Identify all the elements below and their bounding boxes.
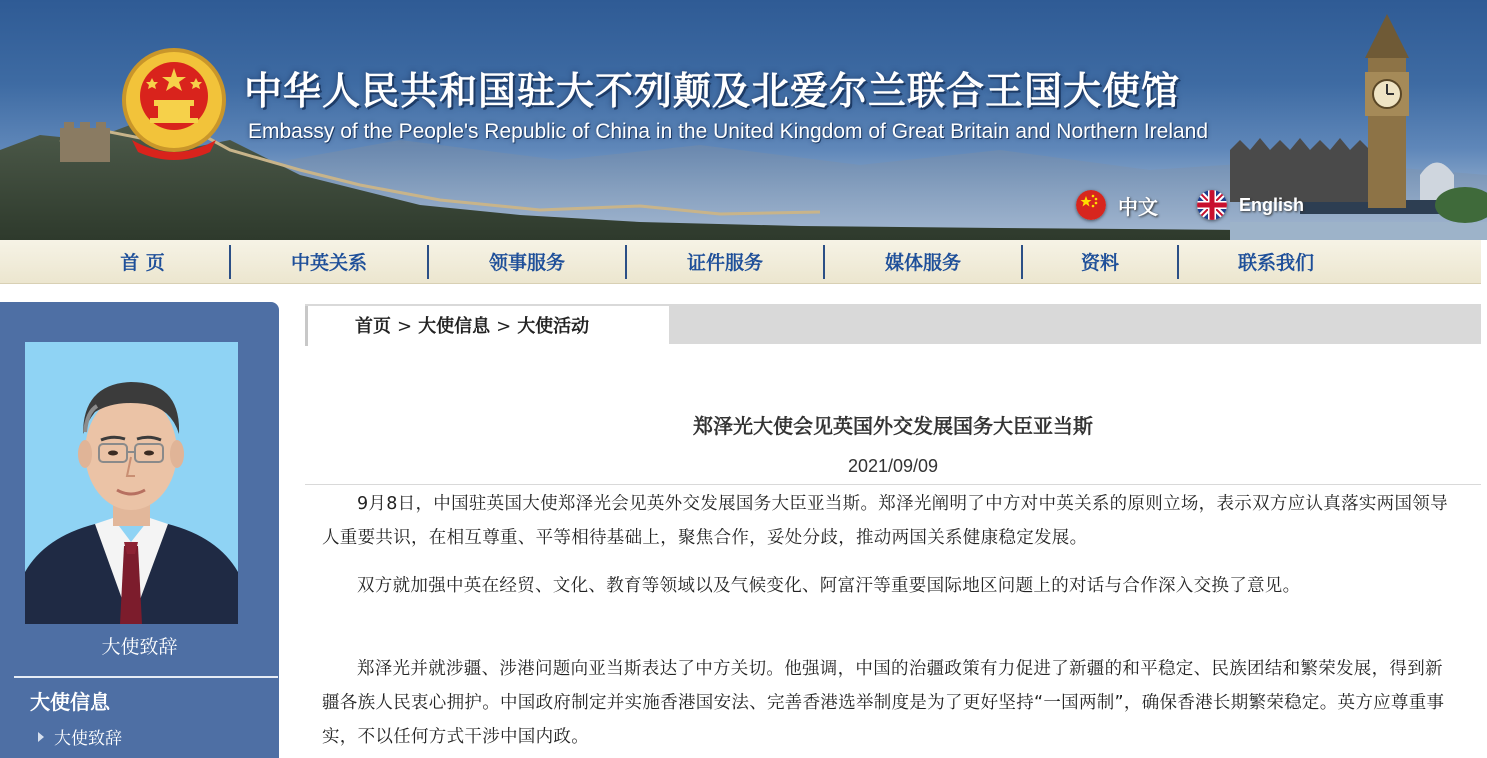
- sidebar-divider: [14, 676, 278, 678]
- sidebar: [0, 302, 279, 758]
- breadcrumb-separator: >: [397, 316, 413, 337]
- article-paragraph: 9月8日，中国驻英国大使郑泽光会见英外交发展国务大臣亚当斯。郑泽光阐明了中方对中英关系的原则立场，表示双方应认真落实两国领导人重要共识，在相互尊重、平等相待基础上，聚焦合作，妥处分歧，推动两国关系健康稳定发展。: [322, 494, 1448, 548]
- article-paragraph: 双方就加强中英在经贸、文化、教育等领域以及气候变化、阿富汗等重要国际地区问题上的对话与合作深入交换了意见。: [357, 576, 1301, 596]
- article-title: 郑泽光大使会见英国外交发展国务大臣亚当斯: [693, 414, 1093, 438]
- nav-item-document-services[interactable]: 证件服务: [686, 252, 763, 274]
- header-banner: [0, 0, 1487, 240]
- china-flag-icon: [1076, 190, 1106, 220]
- article-paragraph: 郑泽光并就涉疆、涉港问题向亚当斯表达了中方关切。他强调，中国的治疆政策有力促进了新疆的和平稳定、民族团结和繁荣发展，得到新疆各族人民衷心拥护。中国政府制定并实施香港国安法、完善香港选举制度是为了更好坚持“一国两制”，确保香港长期繁荣稳定。英方应尊重事实，不以任何方式干涉中国内政。: [322, 659, 1445, 747]
- nav-item-home[interactable]: 首 页: [120, 252, 165, 274]
- breadcrumb-ambassador-activities[interactable]: 大使活动: [517, 316, 590, 337]
- breadcrumb: [305, 306, 669, 346]
- embassy-title-en: Embassy of the People's Republic of China in the United Kingdom of Great Britain and Northern Ireland: [248, 120, 1209, 143]
- ambassador-remarks-link[interactable]: 大使致辞: [101, 636, 178, 658]
- language-chinese-label: 中文: [1118, 194, 1158, 219]
- ambassador-portrait[interactable]: [25, 342, 238, 624]
- breadcrumb-home[interactable]: 首页: [355, 316, 391, 337]
- nav-item-china-uk-relations[interactable]: 中英关系: [290, 252, 367, 274]
- language-chinese-link[interactable]: [1076, 190, 1158, 220]
- article-divider: [305, 484, 1481, 485]
- nav-item-media-services[interactable]: 媒体服务: [884, 252, 961, 274]
- sidebar-item-label: 大使致辞: [54, 729, 122, 749]
- language-english-link[interactable]: [1197, 190, 1304, 220]
- breadcrumb-separator: >: [496, 316, 512, 337]
- national-emblem-icon: [118, 44, 230, 162]
- nav-item-resources[interactable]: 资料: [1080, 252, 1119, 274]
- nav-item-consular-services[interactable]: 领事服务: [488, 252, 565, 274]
- triangle-bullet-icon: [38, 732, 44, 742]
- language-english-label: English: [1239, 194, 1305, 215]
- embassy-title-cn: 中华人民共和国驻大不列颠及北爱尔兰联合王国大使馆: [244, 68, 1181, 113]
- nav-item-contact-us[interactable]: 联系我们: [1237, 252, 1314, 274]
- article-date: 2021/09/09: [847, 456, 939, 476]
- uk-flag-icon: [1197, 190, 1227, 220]
- main-nav: [0, 240, 1481, 284]
- breadcrumb-ambassador-info[interactable]: 大使信息: [418, 316, 491, 337]
- sidebar-item-ambassador-remarks[interactable]: [38, 724, 122, 749]
- sidebar-section-heading: 大使信息: [30, 690, 110, 714]
